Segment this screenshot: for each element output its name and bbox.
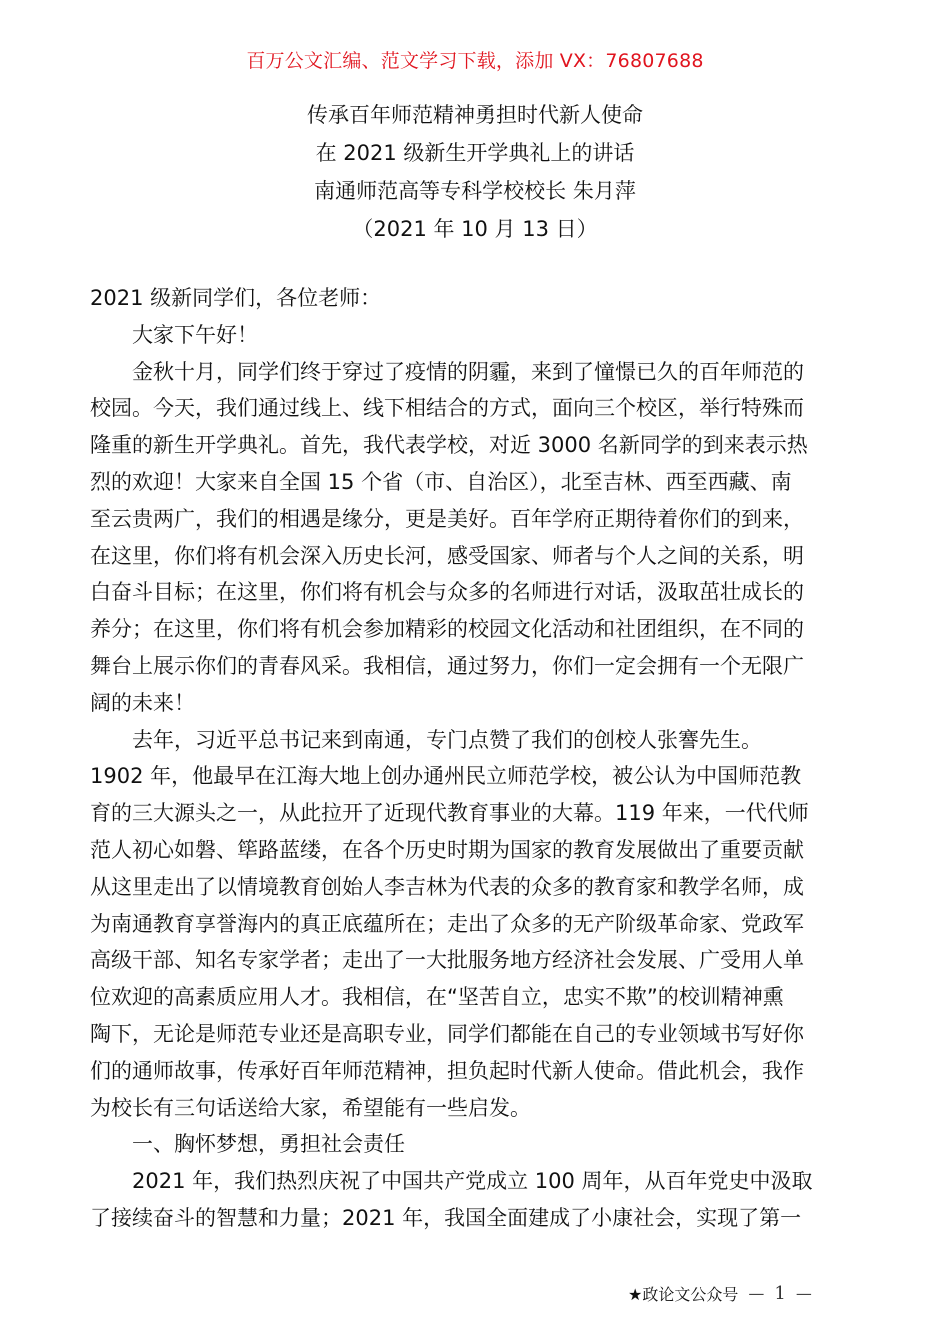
paragraph-line: 范人初心如磐、筚路蓝缕，在各个历史时期为国家的教育发展做出了重要贡献	[90, 837, 804, 862]
page-number: 1	[774, 1283, 786, 1304]
watermark-banner: 百万公文汇编、范文学习下载，添加 VX：76807688	[246, 50, 704, 72]
paragraph-line: 2021 年，我们热烈庆祝了中国共产党成立 100 周年，从百年党史中汲取	[132, 1169, 813, 1194]
page-footer	[628, 1282, 812, 1305]
paragraph-line: 去年，习近平总书记来到南通，专门点赞了我们的创校人张謇先生。	[132, 727, 762, 752]
document-title-block	[0, 96, 950, 248]
paragraph-line: 陶下，无论是师范专业还是高职专业，同学们都能在自己的专业领域书写好你	[90, 1021, 804, 1046]
paragraph-line: 养分；在这里，你们将有机会参加精彩的校园文化活动和社团组织，在不同的	[90, 617, 804, 642]
paragraph-line: 们的通师故事，传承好百年师范精神，担负起时代新人使命。借此机会，我作	[90, 1058, 804, 1083]
paragraph-line: 金秋十月，同学们终于穿过了疫情的阴霾，来到了憧憬已久的百年师范的	[132, 359, 804, 384]
footer-dash-right: —	[795, 1284, 812, 1303]
footer-source: ★政论文公众号	[628, 1285, 739, 1304]
document-body	[90, 280, 870, 1237]
paragraph-2	[90, 722, 870, 1127]
paragraph-line: 在这里，你们将有机会深入历史长河，感受国家、师者与个人之间的关系，明	[90, 543, 804, 568]
footer-dash-left: —	[748, 1284, 765, 1303]
greeting: 大家下午好！	[132, 322, 258, 347]
paragraph-line: 位欢迎的高素质应用人才。我相信，在“坚苦自立，忠实不欺”的校训精神熏	[90, 985, 784, 1010]
paragraph-line: 1902 年，他最早在江海大地上创办通州民立师范学校，被公认为中国师范教	[90, 764, 802, 789]
paragraph-line: 阔的未来！	[90, 690, 195, 715]
paragraph-line: 舞台上展示你们的青春风采。我相信，通过努力，你们一定会拥有一个无限广	[90, 653, 804, 678]
document-title: 传承百年师范精神勇担时代新人使命	[307, 103, 643, 127]
paragraph-line: 至云贵两广，我们的相遇是缘分，更是美好。百年学府正期待着你们的到来，	[90, 506, 804, 531]
paragraph-line: 烈的欢迎！大家来自全国 15 个省（市、自治区），北至吉林、西至西藏、南	[90, 469, 792, 494]
paragraph-line: 育的三大源头之一，从此拉开了近现代教育事业的大幕。119 年来，一代代师	[90, 801, 809, 826]
section-heading-1: 一、胸怀梦想，勇担社会责任	[132, 1132, 405, 1157]
paragraph-line: 高级干部、知名专家学者；走出了一大批服务地方经济社会发展、广受用人单	[90, 948, 804, 973]
date-line: （2021 年 10 月 13 日）	[352, 217, 598, 241]
paragraph-line: 隆重的新生开学典礼。首先，我代表学校，对近 3000 名新同学的到来表示热	[90, 433, 808, 458]
document-subtitle: 在 2021 级新生开学典礼上的讲话	[315, 141, 635, 165]
paragraph-line: 白奋斗目标；在这里，你们将有机会与众多的名师进行对话，汲取茁壮成长的	[90, 580, 804, 605]
paragraph-line: 了接续奋斗的智慧和力量；2021 年，我国全面建成了小康社会，实现了第一	[90, 1205, 802, 1230]
paragraph-3	[90, 1163, 870, 1237]
paragraph-line: 从这里走出了以情境教育创始人李吉林为代表的众多的教育家和教学名师，成	[90, 874, 804, 899]
author-line: 南通师范高等专科学校校长 朱月萍	[314, 179, 636, 203]
paragraph-line: 校园。今天，我们通过线上、线下相结合的方式，面向三个校区，举行特殊而	[90, 396, 804, 421]
paragraph-line: 为校长有三句话送给大家，希望能有一些启发。	[90, 1095, 531, 1120]
paragraph-1	[90, 354, 870, 722]
salutation: 2021 级新同学们，各位老师：	[90, 286, 382, 310]
paragraph-line: 为南通教育享誉海内的真正底蕴所在；走出了众多的无产阶级革命家、党政军	[90, 911, 804, 936]
